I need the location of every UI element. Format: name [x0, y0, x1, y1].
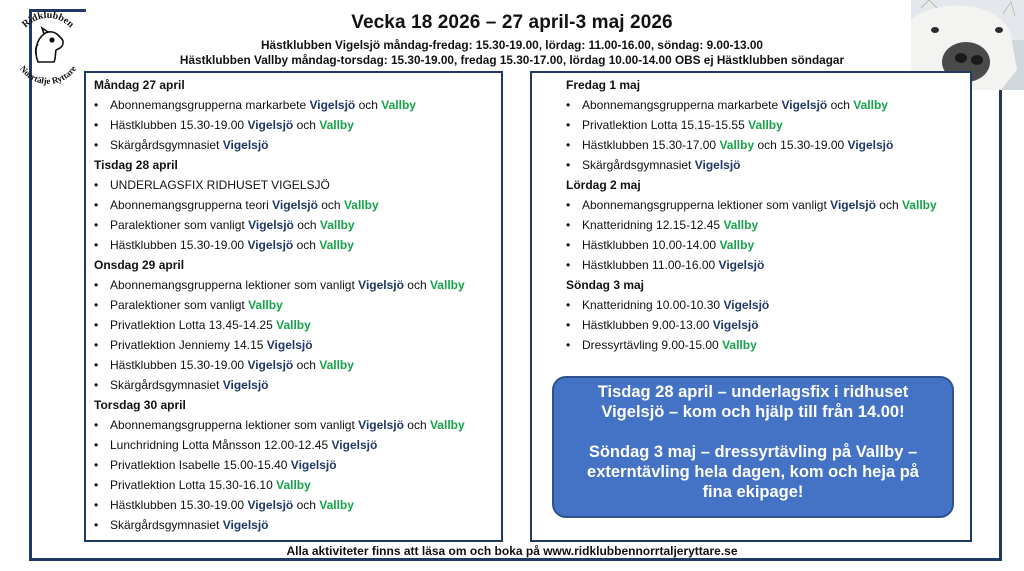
item-text: Abonnemangsgrupperna markarbete: [582, 98, 782, 112]
bullet-icon: •: [94, 358, 99, 372]
location-vigelsjo: Vigelsjö: [290, 458, 337, 472]
location-vigelsjo: Vigelsjö: [847, 138, 894, 152]
schedule-item: [566, 258, 764, 272]
connector-text: och: [293, 238, 320, 252]
schedule-item: [94, 178, 330, 192]
item-text: Hästklubben 10.00-14.00: [582, 238, 720, 252]
item-text: Hästklubben 9.00-13.00: [582, 318, 713, 332]
connector-text: och: [403, 418, 430, 432]
location-vallby: Vallby: [343, 198, 379, 212]
location-vigelsjo: Vigelsjö: [247, 358, 294, 372]
location-vallby: Vallby: [319, 218, 355, 232]
item-text: Knatteridning 12.15-12.45: [582, 218, 724, 232]
location-vigelsjo: Vigelsjö: [266, 338, 313, 352]
location-vallby: Vallby: [723, 218, 759, 232]
location-vigelsjo: Vigelsjö: [694, 158, 741, 172]
location-vigelsjo: Vigelsjö: [272, 198, 318, 212]
location-vallby: Vallby: [853, 98, 888, 112]
bullet-icon: •: [566, 118, 571, 132]
schedule-item: [94, 198, 379, 212]
logo-text-bottom: Norrtälje Ryttare: [17, 63, 79, 87]
bullet-icon: •: [94, 178, 99, 192]
schedule-item: [94, 278, 465, 292]
schedule-item: [94, 98, 416, 112]
item-text: Hästklubben 15.30-19.00: [110, 498, 248, 512]
callout-line-4: externtävling hela dagen, kom och heja på: [587, 463, 919, 481]
location-vigelsjo: Vigelsjö: [222, 138, 269, 152]
bullet-icon: •: [94, 458, 99, 472]
location-vigelsjo: Vigelsjö: [781, 98, 828, 112]
callout-line-3: Söndag 3 maj – dressyrtävling på Vallby –: [588, 443, 918, 461]
logo-text-top: Ridklubben: [20, 9, 76, 31]
schedule-item: [94, 338, 313, 352]
location-vallby: Vallby: [319, 358, 354, 372]
schedule-item: [94, 358, 354, 372]
location-vigelsjo: Vigelsjö: [331, 438, 378, 452]
bullet-icon: •: [566, 318, 571, 332]
location-vigelsjo: Vigelsjö: [222, 378, 269, 392]
item-text: Abonnemangsgrupperna lektioner som vanligt: [110, 418, 359, 432]
bullet-icon: •: [94, 438, 99, 452]
bullet-icon: •: [94, 318, 99, 332]
location-vallby: Vallby: [719, 138, 755, 152]
connector-text: och: [827, 98, 854, 112]
bullet-icon: •: [94, 338, 99, 352]
bullet-icon: •: [566, 218, 571, 232]
bullet-icon: •: [94, 278, 99, 292]
schedule-item: [566, 158, 741, 172]
location-vigelsjo: Vigelsjö: [358, 278, 404, 292]
bullet-icon: •: [566, 238, 571, 252]
item-text: Abonnemangsgrupperna lektioner som vanligt: [582, 198, 831, 212]
location-vallby: Vallby: [319, 238, 354, 252]
day-heading: Torsdag 30 april: [94, 398, 186, 412]
bullet-icon: •: [94, 118, 99, 132]
page-title: Vecka 18 2026 – 27 april-3 maj 2026: [351, 12, 673, 33]
schedule-item: [94, 378, 269, 392]
connector-text: och: [403, 278, 430, 292]
schedule-item: [94, 498, 354, 512]
connector-text: och: [293, 358, 320, 372]
location-vigelsjo: Vigelsjö: [723, 298, 770, 312]
item-text: UNDERLAGSFIX RIDHUSET VIGELSJÖ: [110, 178, 330, 192]
item-text: Privatlektion Isabelle 15.00-15.40: [110, 458, 291, 472]
location-vigelsjo: Vigelsjö: [309, 98, 356, 112]
schedule-item: [94, 238, 354, 252]
item-text: Hästklubben 15.30-19.00: [110, 118, 248, 132]
location-vigelsjo: Vigelsjö: [247, 498, 294, 512]
location-vigelsjo: Vigelsjö: [247, 238, 294, 252]
location-vigelsjo: Vigelsjö: [247, 118, 294, 132]
item-text: Paralektioner som vanligt: [110, 298, 249, 312]
bullet-icon: •: [94, 518, 99, 532]
schedule-item: [566, 238, 754, 252]
item-text: Skärgårdsgymnasiet: [110, 138, 223, 152]
location-vigelsjo: Vigelsjö: [712, 318, 759, 332]
location-vallby: Vallby: [276, 478, 311, 492]
bullet-icon: •: [94, 138, 99, 152]
callout-line-2: Vigelsjö – kom och hjälp till från 14.00!: [601, 403, 905, 421]
announcement-callout: [552, 376, 954, 518]
bullet-icon: •: [94, 418, 99, 432]
item-text: Privatlektion Lotta 15.30-16.10: [110, 478, 277, 492]
day-heading: Tisdag 28 april: [94, 158, 178, 172]
location-vallby: Vallby: [319, 118, 354, 132]
schedule-item: [566, 298, 769, 312]
bullet-icon: •: [566, 138, 571, 152]
hours-vallby: Hästklubben Vallby måndag-torsdag: 15.30-19.00, fredag 15.30-17.00, lördag 10.00-14.00 OBS ej Hästklubben söndagar: [179, 53, 845, 67]
location-vallby: Vallby: [901, 198, 937, 212]
bullet-icon: •: [566, 198, 571, 212]
schedule-item: [94, 218, 355, 232]
connector-text: och: [355, 98, 382, 112]
callout-line-5: fina ekipage!: [702, 483, 804, 501]
item-text: Abonnemangsgrupperna teori: [110, 198, 273, 212]
location-vallby: Vallby: [276, 318, 311, 332]
item-text: Hästklubben 15.30-19.00: [110, 358, 248, 372]
callout-line-1: Tisdag 28 april – underlagsfix i ridhuset: [597, 383, 909, 401]
schedule-item: [566, 118, 783, 132]
day-heading: Måndag 27 april: [94, 78, 185, 92]
bullet-icon: •: [94, 238, 99, 252]
schedule-item: [94, 318, 311, 332]
item-text: Paralektioner som vanligt: [110, 218, 249, 232]
schedule-item: [94, 298, 283, 312]
item-text: Abonnemangsgrupperna lektioner som vanligt: [110, 278, 359, 292]
bullet-icon: •: [566, 98, 571, 112]
location-vigelsjo: Vigelsjö: [718, 258, 765, 272]
bullet-icon: •: [94, 378, 99, 392]
day-heading: Onsdag 29 april: [94, 258, 185, 272]
location-vigelsjo: Vigelsjö: [222, 518, 269, 532]
item-text: Skärgårdsgymnasiet: [110, 378, 223, 392]
bullet-icon: •: [94, 198, 99, 212]
bullet-icon: •: [94, 298, 99, 312]
item-text: Skärgårdsgymnasiet: [110, 518, 223, 532]
location-vallby: Vallby: [319, 498, 354, 512]
bullet-icon: •: [566, 258, 571, 272]
schedule-item: [566, 218, 758, 232]
bullet-icon: •: [566, 158, 571, 172]
item-text: Dressyrtävling 9.00-15.00: [582, 338, 723, 352]
schedule-item: [94, 418, 465, 432]
connector-text: och: [317, 198, 344, 212]
bullet-icon: •: [94, 498, 99, 512]
location-vallby: Vallby: [722, 338, 757, 352]
location-vallby: Vallby: [719, 238, 755, 252]
footer-note: Alla aktiviteter finns att läsa om och boka på www.ridklubbennorrtaljeryttare.se: [286, 544, 738, 558]
item-text: Skärgårdsgymnasiet: [582, 158, 695, 172]
location-vallby: Vallby: [429, 278, 465, 292]
item-text: Hästklubben 15.30-19.00: [110, 238, 248, 252]
location-vallby: Vallby: [381, 98, 416, 112]
schedule-item: [94, 458, 337, 472]
connector-text: och: [293, 498, 320, 512]
day-heading: Lördag 2 maj: [566, 178, 641, 192]
item-text: Knatteridning 10.00-10.30: [582, 298, 724, 312]
connector-text: och: [293, 118, 320, 132]
svg-text:Norrtälje Ryttare: [18, 64, 78, 86]
schedule-item: [94, 438, 377, 452]
schedule-item: [566, 198, 937, 212]
schedule-item: [566, 138, 893, 152]
location-vigelsjo: Vigelsjö: [358, 418, 404, 432]
schedule-item: [94, 118, 354, 132]
connector-text: och: [875, 198, 902, 212]
bullet-icon: •: [566, 338, 571, 352]
bullet-icon: •: [94, 218, 99, 232]
item-text: Privatlektion Lotta 13.45-14.25: [110, 318, 277, 332]
item-text: Privatlektion Lotta 15.15-15.55: [582, 118, 749, 132]
item-text: Lunchridning Lotta Månsson 12.00-12.45: [110, 438, 332, 452]
schedule-item: [566, 98, 888, 112]
bullet-icon: •: [566, 298, 571, 312]
bullet-icon: •: [94, 98, 99, 112]
schedule-item: [94, 518, 269, 532]
location-vigelsjo: Vigelsjö: [830, 198, 876, 212]
schedule-item: [94, 138, 269, 152]
item-text: Hästklubben 11.00-16.00: [582, 258, 719, 272]
hours-vigelsjo: Hästklubben Vigelsjö måndag-fredag: 15.30-19.00, lördag: 11.00-16.00, söndag: 9.00-13.00: [260, 38, 763, 52]
bullet-icon: •: [94, 478, 99, 492]
schedule-item: [566, 338, 757, 352]
item-text: Abonnemangsgrupperna markarbete: [110, 98, 310, 112]
day-heading: Söndag 3 maj: [566, 278, 645, 292]
item-text: Privatlektion Jenniemy 14.15: [110, 338, 267, 352]
connector-text: och: [293, 218, 320, 232]
location-vallby: Vallby: [429, 418, 465, 432]
schedule-item: [566, 318, 759, 332]
schedule-item: [94, 478, 311, 492]
location-vigelsjo: Vigelsjö: [248, 218, 294, 232]
location-vallby: Vallby: [748, 118, 783, 132]
location-vallby: Vallby: [248, 298, 283, 312]
day-heading: Fredag 1 maj: [566, 78, 641, 92]
connector-text: och 15.30-19.00: [754, 138, 848, 152]
item-text: Hästklubben 15.30-17.00: [582, 138, 720, 152]
